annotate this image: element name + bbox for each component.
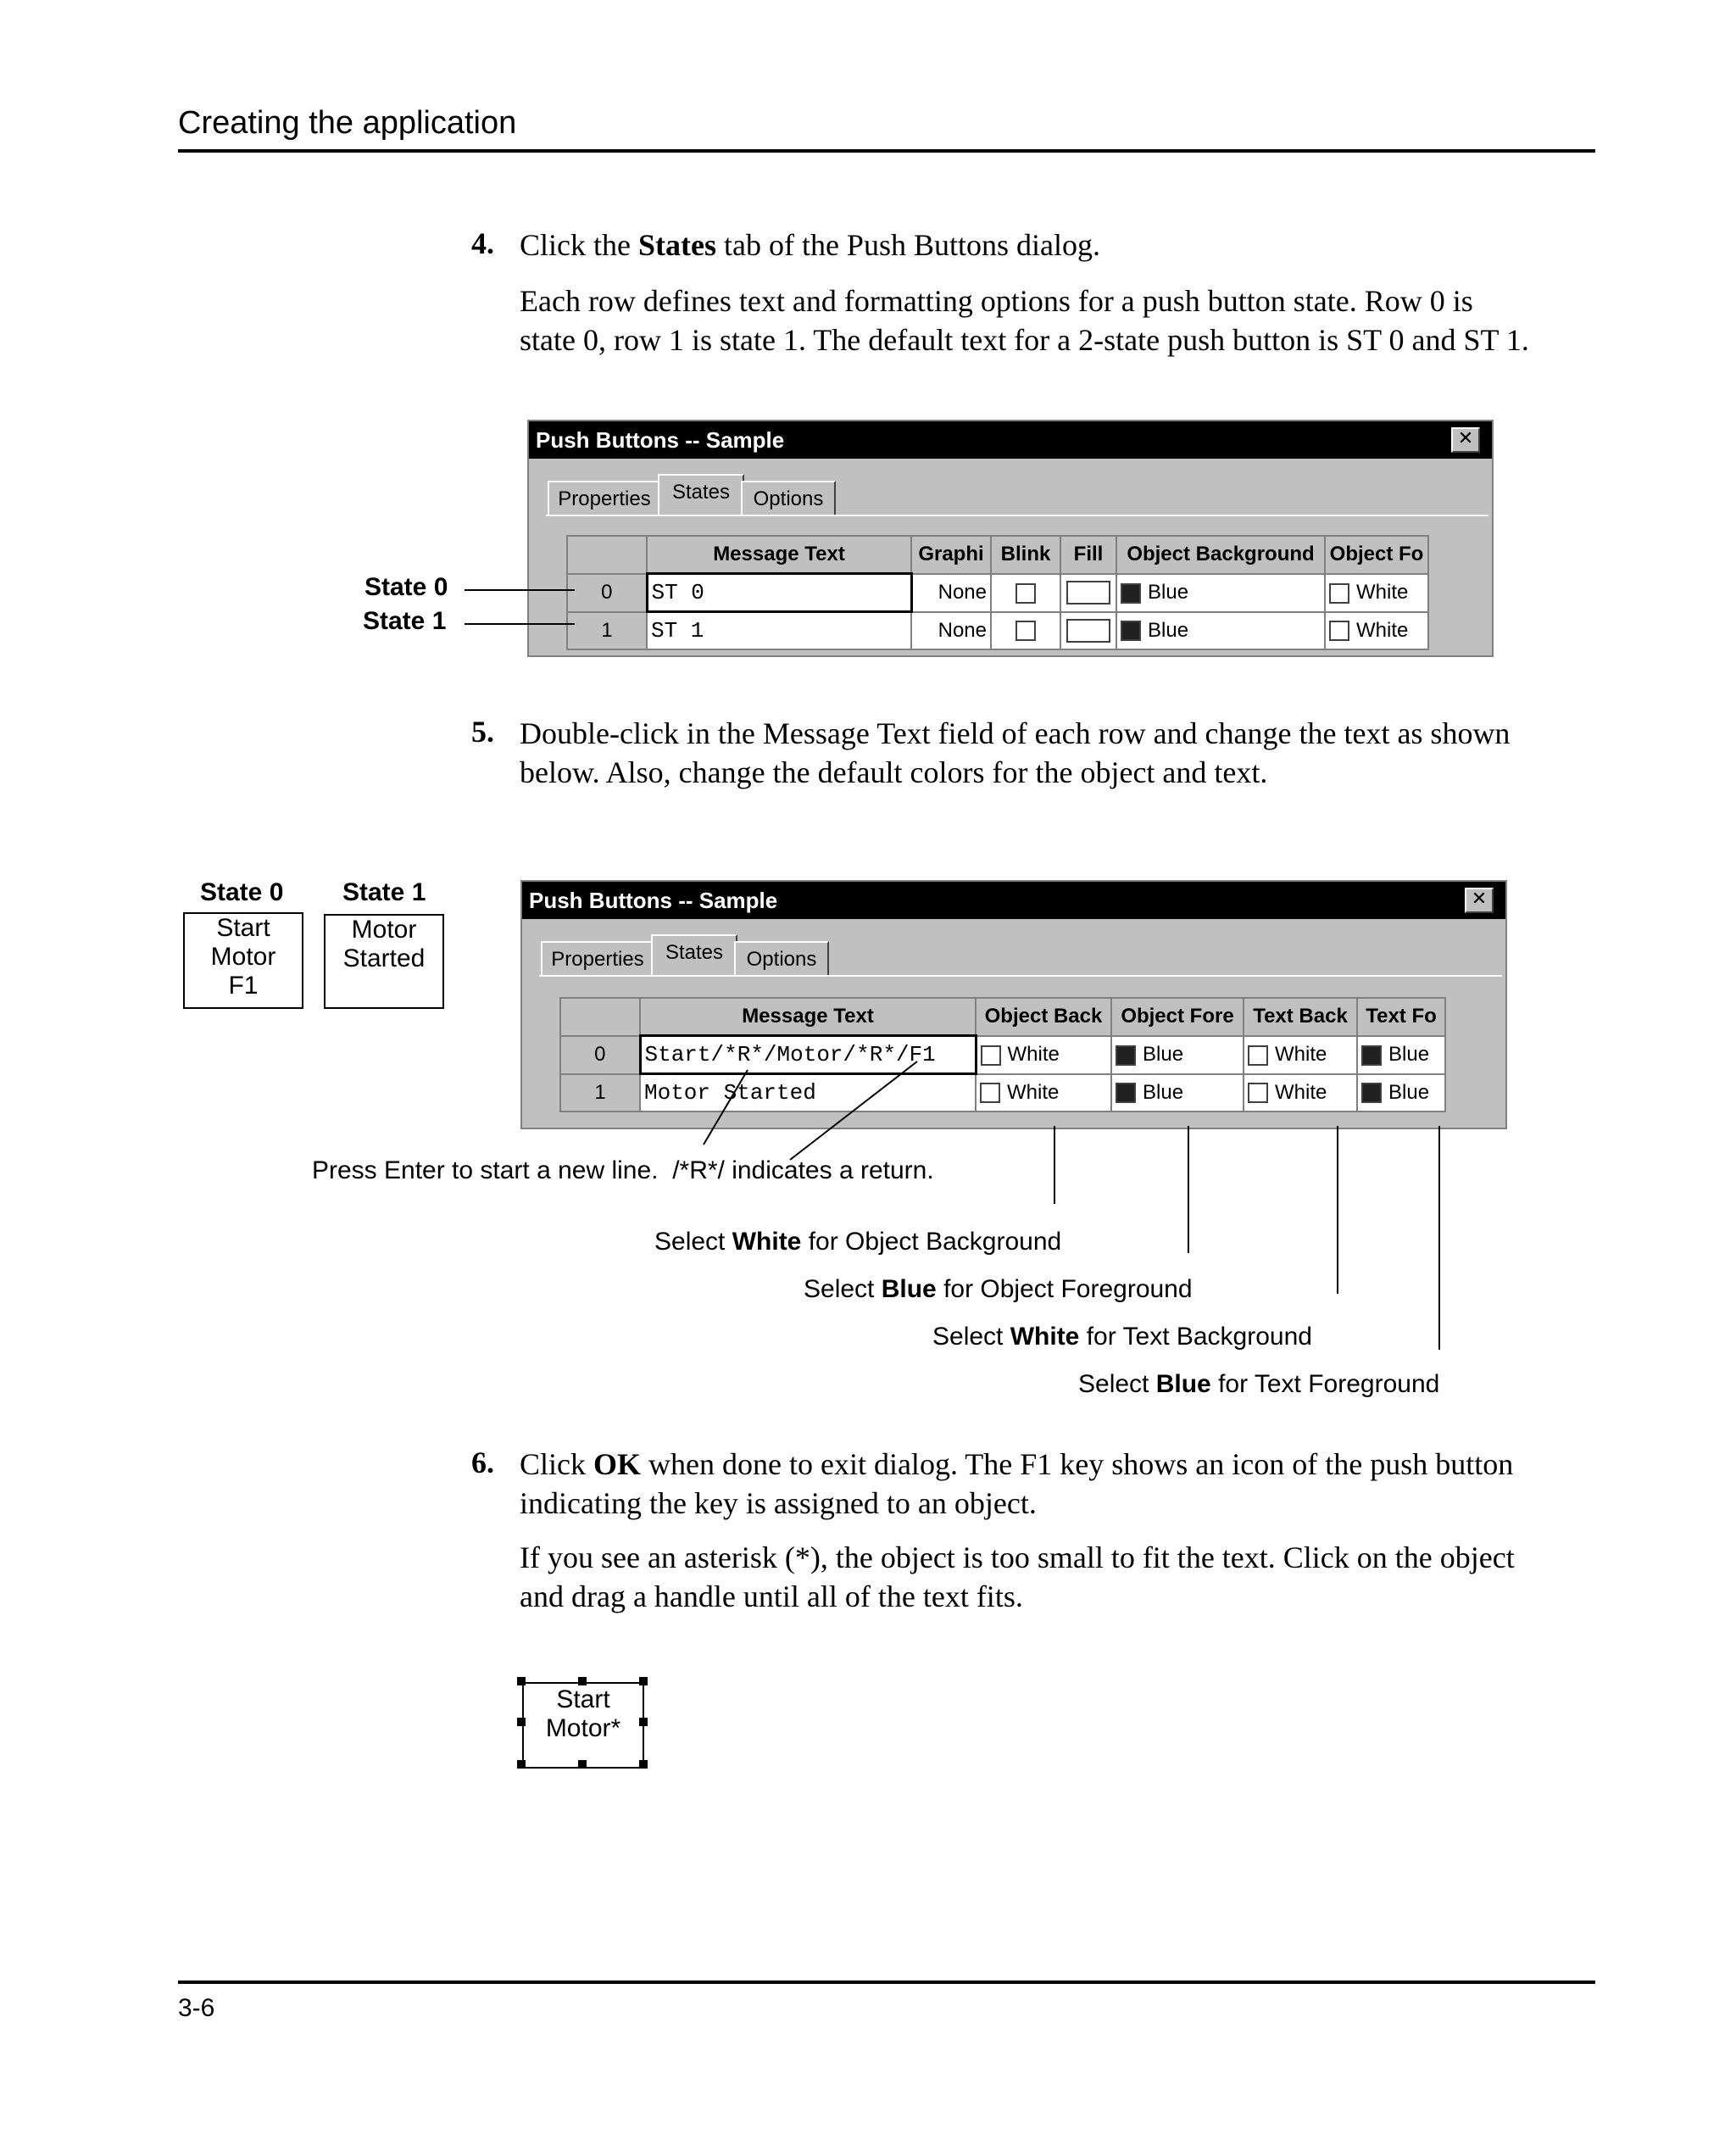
state-1-line: Started [342, 944, 426, 972]
state-0-line: Motor [210, 943, 276, 971]
leader-press-enter [704, 1070, 748, 1145]
column-object-background[interactable]: Object Background [1116, 536, 1325, 574]
state-1-label: State 1 [342, 878, 426, 906]
row-index[interactable]: 0 [567, 574, 647, 612]
step-5-line1: Double-click in the Message Text field of each row and change the text as shown [520, 716, 1511, 750]
object-background-cell[interactable]: Blue [1116, 574, 1325, 612]
state-0-line: Start [216, 914, 270, 942]
column-graphic[interactable]: Graphi [911, 536, 991, 574]
close-icon[interactable]: ✕ [1465, 888, 1494, 913]
graphic-cell[interactable]: None [911, 612, 991, 650]
column-message-text[interactable]: Message Text [647, 536, 911, 574]
resize-handle[interactable] [517, 1677, 526, 1685]
resize-handle[interactable] [639, 1718, 648, 1726]
annotation-press-enter: Press Enter to start a new line. /*R*/ indicates a return. [312, 1156, 934, 1184]
dialog-1-title: Push Buttons -- Sample [529, 421, 1492, 459]
object-fore-cell[interactable]: Blue [1111, 1036, 1244, 1074]
object-preview-line: Start [556, 1685, 610, 1713]
step-6-paragraph-line1: If you see an asterisk (*), the object is too small to fit the text. Click on the object [520, 1540, 1515, 1574]
resize-handle[interactable] [578, 1677, 587, 1685]
annotation-text-background: Select White for Text Background [932, 1323, 1312, 1351]
step-4-paragraph-line1: Each row defines text and formatting options for a push button state. Row 0 is [520, 284, 1473, 318]
tab-properties[interactable]: Properties [541, 941, 654, 977]
tab-options[interactable]: Options [734, 941, 829, 977]
step-4-paragraph-line2: state 0, row 1 is state 1. The default text for a 2-state push button is ST 0 and ST 1. [520, 323, 1529, 357]
column-object-foreground[interactable]: Object Fo [1325, 536, 1428, 574]
message-text-cell[interactable]: Start/*R*/Motor/*R*/F1 [640, 1036, 976, 1074]
step-6-paragraph-line2: and drag a handle until all of the text fits. [520, 1579, 1023, 1613]
tab-options[interactable]: Options [741, 481, 836, 516]
resize-handle[interactable] [517, 1718, 526, 1726]
state-1-line: Motor [351, 916, 417, 944]
page-number: 3-6 [178, 1994, 215, 2022]
resize-handle[interactable] [639, 1677, 648, 1685]
resize-handle[interactable] [578, 1760, 587, 1769]
annotation-object-background: Select White for Object Background [654, 1228, 1062, 1256]
text-back-cell[interactable]: White [1244, 1074, 1357, 1112]
text-back-cell[interactable]: White [1244, 1036, 1357, 1074]
column-text-fore[interactable]: Text Fo [1357, 998, 1445, 1036]
column-text-back[interactable]: Text Back [1244, 998, 1357, 1036]
annotation-return-note: /*R*/ indicates a return. [672, 1156, 934, 1184]
footer-rule [178, 1981, 1595, 1984]
step-6-number: 6. [471, 1446, 494, 1479]
column-object-back[interactable]: Object Back [976, 998, 1111, 1036]
row-index[interactable]: 1 [560, 1074, 640, 1112]
annotation-object-foreground: Select Blue for Object Foreground [804, 1275, 1193, 1303]
text-fore-cell[interactable]: Blue [1357, 1074, 1445, 1112]
tab-states[interactable]: States [651, 934, 737, 977]
callout-state-1: State 1 [363, 607, 447, 635]
object-fore-cell[interactable]: Blue [1111, 1074, 1244, 1112]
tab-states[interactable]: States [658, 474, 744, 516]
step-6-line2: indicating the key is assigned to an object. [520, 1486, 1037, 1520]
object-back-cell[interactable]: White [976, 1036, 1111, 1074]
resize-handle[interactable] [639, 1760, 648, 1769]
text-fore-cell[interactable]: Blue [1357, 1036, 1445, 1074]
object-preview-line: Motor* [545, 1714, 621, 1742]
column-message-text[interactable]: Message Text [640, 998, 976, 1036]
step-5-line2: below. Also, change the default colors for the object and text. [520, 755, 1268, 789]
step-5-number: 5. [471, 715, 494, 749]
graphic-cell[interactable]: None [911, 574, 991, 612]
column-object-fore[interactable]: Object Fore [1111, 998, 1244, 1036]
step-4-text: Click the States tab of the Push Buttons dialog. [520, 228, 1100, 262]
step-4-number: 4. [471, 226, 494, 260]
step-6-line1: Click OK when done to exit dialog. The F1 key shows an icon of the push button [520, 1447, 1514, 1481]
leader-return-note [790, 1061, 917, 1160]
page-header-title: Creating the application [178, 105, 517, 141]
state-0-line: F1 [228, 972, 259, 1000]
object-back-cell[interactable]: White [976, 1074, 1111, 1112]
object-background-cell[interactable]: Blue [1116, 612, 1325, 650]
object-preview-box[interactable] [522, 1682, 644, 1769]
row-index[interactable]: 1 [567, 612, 647, 650]
resize-handle[interactable] [517, 1760, 526, 1769]
column-fill[interactable]: Fill [1060, 536, 1116, 574]
annotation-text-foreground: Select Blue for Text Foreground [1078, 1370, 1440, 1398]
close-icon[interactable]: ✕ [1451, 427, 1480, 453]
callout-state-0: State 0 [364, 573, 448, 601]
object-foreground-cell[interactable]: White [1325, 574, 1428, 612]
message-text-cell[interactable]: Motor Started [640, 1074, 976, 1112]
state-0-label: State 0 [200, 878, 284, 906]
column-blink[interactable]: Blink [991, 536, 1060, 574]
tab-properties[interactable]: Properties [548, 481, 661, 516]
dialog-2-title: Push Buttons -- Sample [522, 882, 1505, 919]
message-text-cell[interactable]: ST 0 [647, 574, 911, 612]
object-foreground-cell[interactable]: White [1325, 612, 1428, 650]
row-index[interactable]: 0 [560, 1036, 640, 1074]
message-text-cell[interactable]: ST 1 [647, 612, 911, 650]
